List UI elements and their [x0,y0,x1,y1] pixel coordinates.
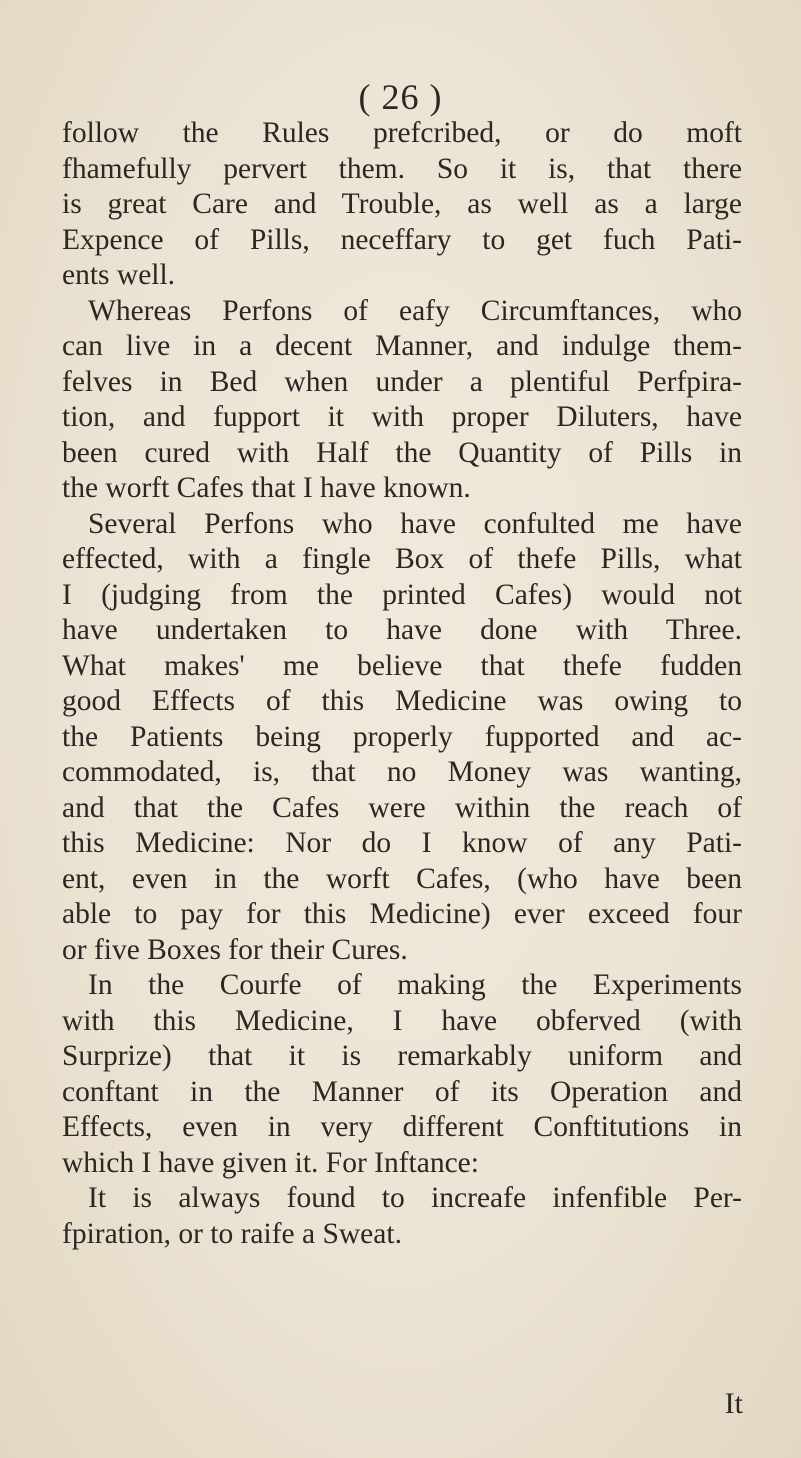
text-line: Surprize) that it is remarkably uniform and [62,1040,742,1072]
text-line: with this Medicine, I have obferved (with [62,1004,742,1037]
text-line: fpiration, or to raife a Sweat. [62,1217,402,1250]
text-line: which I have given it. For Inftance: [62,1146,479,1179]
text-line: can live in a decent Manner, and indulge them- [62,330,742,362]
text-line: tion, and fupport it with proper Diluters, have [62,401,742,433]
text-line: Effects, even in very different Conftitutions in [62,1111,742,1143]
text-line: and that the Cafes were within the reach of [62,791,742,824]
text-line: this Medicine: Nor do I know of any Pati- [62,827,742,859]
catchword: It [724,1387,743,1420]
page-number: ( 26 ) [358,77,443,117]
text-line: fhamefully pervert them. So it is, that there [62,152,742,185]
text-line: is great Care and Trouble, as well as a large [62,188,742,220]
text-line: good Effects of this Medicine was owing to [62,685,742,717]
text-line: felves in Bed when under a plentiful Perfpira- [62,365,742,398]
text-line: Expence of Pills, neceffary to get fuch Pati- [62,223,742,256]
text-line: I (judging from the printed Cafes) would not [62,578,742,611]
text-line: In the Courfe of making the Experiments [88,969,742,1001]
body-text [62,116,742,1252]
text-line: been cured with Half the Quantity of Pills in [62,436,742,469]
text-line: have undertaken to have done with Three. [62,614,742,646]
text-line: able to pay for this Medicine) ever exceed four [62,898,742,930]
text-line: ents well. [62,259,176,291]
text-line: the Patients being properly fupported and ac- [62,720,742,753]
text-line: the worft Cafes that I have known. [62,472,471,504]
text-line: ent, even in the worft Cafes, (who have been [62,862,742,895]
text-line: conftant in the Manner of its Operation and [62,1075,742,1108]
text-line: Several Perfons who have confulted me have [88,507,742,540]
text-line: effected, with a fingle Box of thefe Pills, what [62,543,742,575]
text-line: or five Boxes for their Cures. [62,933,408,966]
text-line: Whereas Perfons of eafy Circumftances, who [88,294,742,327]
text-line: What makes' me believe that thefe fudden [62,649,742,682]
text-line: commodated, is, that no Money was wanting, [62,756,742,788]
text-line: follow the Rules prefcribed, or do moft [62,117,742,149]
text-line: It is always found to increafe infenfible Per- [88,1182,742,1214]
